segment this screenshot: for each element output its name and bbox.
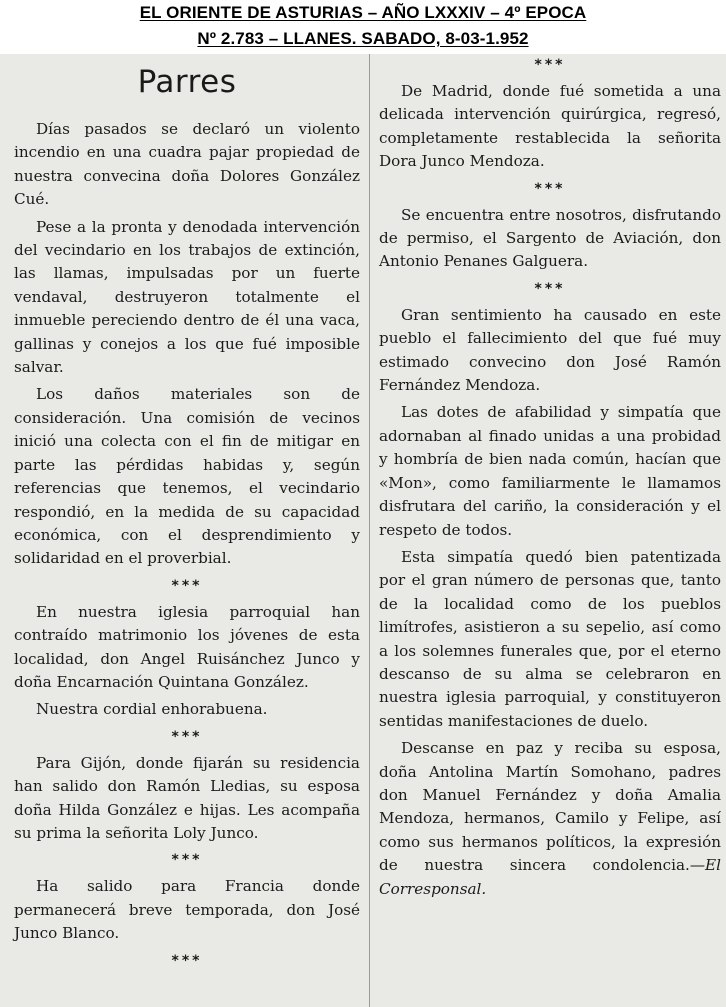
section-title: Parres	[137, 64, 237, 100]
left-column	[14, 54, 360, 976]
condolence-text: Descanse en paz y reciba su esposa, doña Antolina Martín Somohano, padres don Manuel Fernández y doña Amalia Mendoza, hermanos, Camilo y Felipe, así como sus hermanos políticos, la expresión de nuestra sincera condolencia.	[379, 739, 721, 875]
separator: ***	[171, 952, 203, 969]
paragraph-madrid: De Madrid, donde fué sometida a una delicada intervención quirúrgica, regresó, completamente restablecida la señorita Dora Junco Mendoza.	[379, 82, 721, 171]
newspaper-header	[0, 0, 726, 54]
paragraph-qualities: Las dotes de afabilidad y simpatía que adornaban al finado unidas a una probidad y hombría de bien nada común, hacían que «Mon», como familiarmente le llamamos disfrutara del cariño, la consideración y el respeto de todos.	[379, 403, 721, 539]
separator: ***	[534, 57, 566, 73]
header-title: EL ORIENTE DE ASTURIAS – AÑO LXXXIV – 4º EPOCA	[139, 3, 587, 22]
header-issue: Nº 2.783 – LLANES. SABADO, 8-03-1.952	[197, 29, 529, 48]
separator: ***	[171, 852, 203, 869]
column-divider	[369, 54, 370, 1007]
paragraph-gijon: Para Gijón, donde fijarán su residencia han salido don Ramón Lledias, su esposa doña Hilda González e hijas. Les acompaña su prima la señorita Loly Junco.	[14, 753, 360, 842]
right-column	[379, 54, 721, 905]
paragraph-condolences	[379, 737, 721, 901]
paragraph-fire-response: Pese a la pronta y denodada intervención del vecindario en los trabajos de extinción, las llamas, impulsadas por un fuerte vendaval, destruyeron totalmente el inmueble pereciendo dentro de él una vaca, gallinas y conejos a los que fué imposible salvar.	[14, 217, 360, 377]
correspondent-signature: —El Corresponsal.	[379, 856, 721, 898]
paragraph-obituary: Gran sentimiento ha causado en este pueblo el fallecimiento del que fué muy estimado convecino don José Ramón Fernández Mendoza.	[379, 305, 721, 395]
separator: ***	[534, 180, 566, 197]
separator: ***	[171, 577, 203, 594]
newspaper-clipping	[0, 54, 726, 1007]
separator: ***	[171, 728, 203, 745]
separator: ***	[534, 280, 566, 297]
paragraph-funeral: Esta simpatía quedó bien patentizada por el gran número de personas que, tanto de la localidad como de los pueblos limítrofes, asistieron a su sepelio, así como a los solemnes funerales que, por el eterno descanso de su alma se celebraron en nuestra iglesia parroquial, y constituyeron sentidas manifestaciones de duelo.	[379, 547, 721, 730]
paragraph-france: Ha salido para Francia donde permanecerá breve temporada, don José Junco Blanco.	[14, 877, 360, 943]
paragraph-wedding: En nuestra iglesia parroquial han contraído matrimonio los jóvenes de esta localidad, don Angel Ruisánchez Junco y doña Encarnación Quintana González.	[14, 602, 360, 691]
paragraph-sargento: Se encuentra entre nosotros, disfrutando de permiso, el Sargento de Aviación, don Antonio Penanes Galguera.	[379, 205, 721, 271]
paragraph-fire: Días pasados se declaró un violento incendio en una cuadra pajar propiedad de nuestra convecina doña Dolores González Cué.	[14, 120, 360, 209]
paragraph-congrats: Nuestra cordial enhorabuena.	[36, 700, 268, 719]
paragraph-damages: Los daños materiales son de consideración. Una comisión de vecinos inició una colecta con el fin de mitigar en parte las pérdidas habidas y, según referencias que tenemos, el vecindario respondió, en la medida de su capacidad económica, con el desprendimiento y solidaridad en el proverbial.	[14, 385, 360, 568]
